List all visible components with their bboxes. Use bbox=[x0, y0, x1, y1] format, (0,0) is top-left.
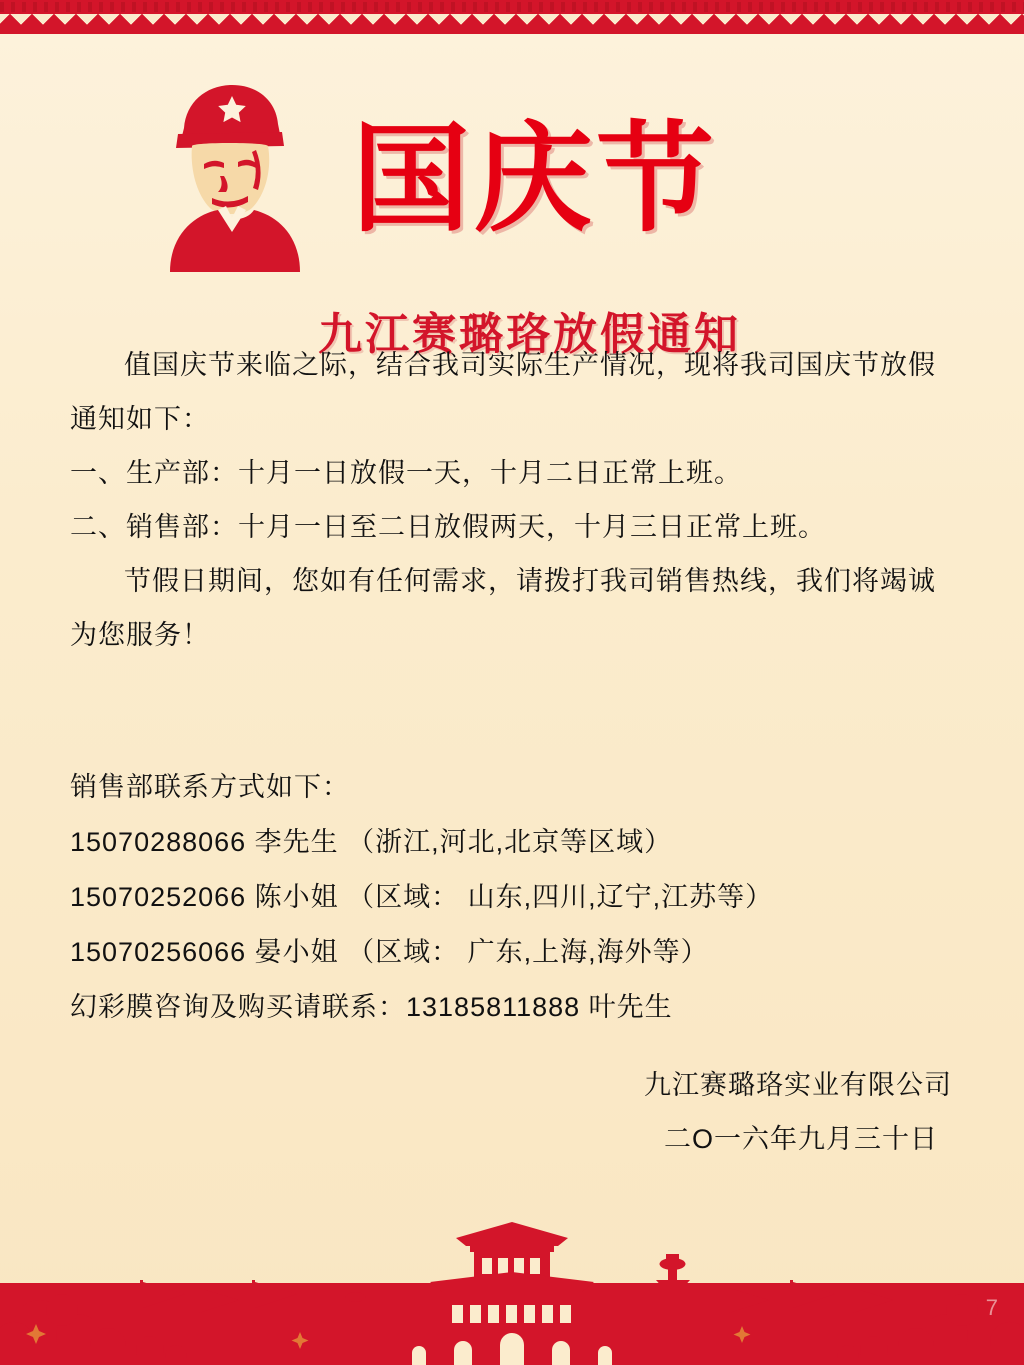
top-border-dots bbox=[0, 2, 1024, 12]
poster-header bbox=[0, 58, 1024, 359]
contact-line: 幻彩膜咨询及购买请联系：13185811888 叶先生 bbox=[70, 992, 673, 1022]
contacts-block bbox=[70, 760, 960, 1035]
body-item-1: 一、生产部：十月一日放假一天，十月二日正常上班。 bbox=[70, 458, 742, 488]
contact-line: 15070288066 李先生 （浙江,河北,北京等区域） bbox=[70, 827, 673, 857]
footer-illustration bbox=[0, 1150, 1024, 1365]
page-title: 国庆节 bbox=[352, 110, 719, 248]
notice-body bbox=[70, 338, 960, 662]
contact-line: 15070256066 晏小姐 （区域： 广东,上海,海外等） bbox=[70, 937, 709, 967]
mao-portrait-icon bbox=[148, 72, 308, 272]
body-item-2: 二、销售部：十月一日至二日放假两天，十月三日正常上班。 bbox=[70, 512, 826, 542]
body-paragraph-2: 节假日期间，您如有任何需求，请拨打我司销售热线，我们将竭诚为您服务！ bbox=[70, 566, 936, 650]
contacts-heading: 销售部联系方式如下： bbox=[70, 772, 350, 802]
contact-line: 15070252066 陈小姐 （区域： 山东,四川,辽宁,江苏等） bbox=[70, 882, 774, 912]
tiananmen-scene-icon bbox=[0, 1150, 1024, 1365]
signature-date: 二O一六年九月三十日 bbox=[663, 1124, 938, 1154]
page-number: 7 bbox=[985, 1295, 998, 1320]
top-border-zigzag bbox=[0, 14, 1024, 36]
company-name: 九江赛璐珞实业有限公司 bbox=[644, 1070, 952, 1100]
body-paragraph-1: 值国庆节来临之际，结合我司实际生产情况，现将我司国庆节放假通知如下： bbox=[70, 350, 936, 434]
page-subtitle: 九江赛璐珞放假通知 bbox=[318, 310, 741, 359]
